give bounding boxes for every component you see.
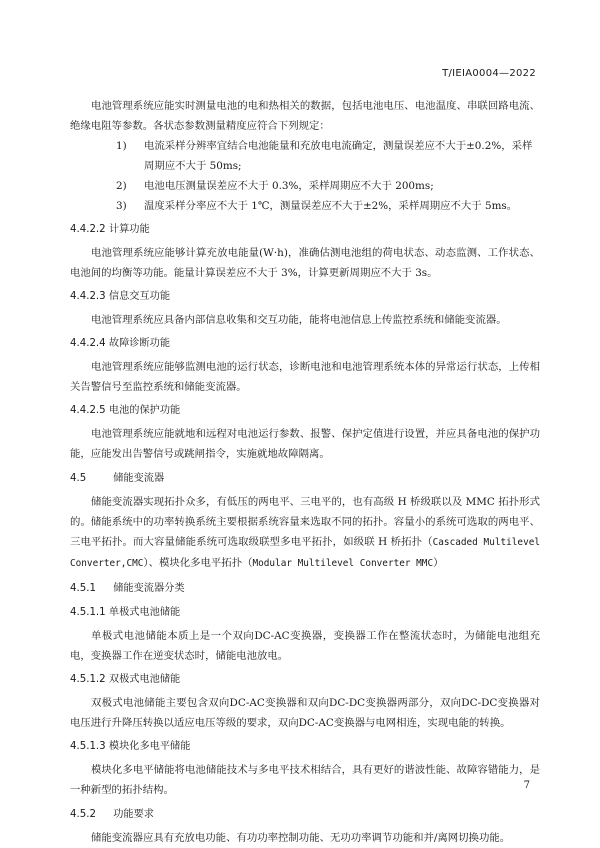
section-title: 功能要求 [113, 809, 154, 820]
section-number: 4.5.1.3 [70, 741, 106, 752]
section-heading-4-4-2-3 [70, 287, 540, 307]
section-number: 4.5.1 [70, 583, 96, 594]
page-number: 7 [523, 780, 530, 791]
paragraph-text: ）、模块化多电平拓扑（ [143, 557, 253, 569]
section-paragraph: 储能变流器应具有充放电功能、有功功率控制功能、无功功率调节功能和并/离网切换功能。 [91, 832, 511, 844]
section-number: 4.5.1.2 [70, 674, 106, 685]
section-title: 模块化多电平储能 [108, 741, 191, 752]
list-item-number: 2) [116, 180, 127, 192]
section-number: 4.5.1.1 [70, 607, 106, 618]
paragraph-text: ） [433, 557, 444, 569]
section-number: 4.4.2.2 [70, 224, 106, 235]
section-heading-4-5 [70, 469, 540, 489]
section-heading-4-4-2-2 [70, 220, 540, 240]
section-heading-4-5-1 [70, 579, 540, 599]
section-heading-4-4-2-4 [70, 334, 540, 354]
section-heading-4-5-1-3 [70, 737, 540, 757]
paragraph-term: Modular Multilevel Converter MMC [252, 558, 434, 569]
section-title: 储能变流器分类 [113, 583, 185, 594]
section-title: 电池的保护功能 [108, 405, 181, 416]
document-code: T/IEIA0004—2022 [442, 68, 536, 79]
section-heading-4-5-1-1 [70, 603, 540, 623]
section-heading-4-5-2 [70, 805, 540, 825]
section-heading-4-4-2-5 [70, 401, 540, 421]
section-paragraph: 双极式电池储能主要包含双向DC-AC变换器和双向DC-DC变换器两部分，双向DC-DC变换器对电压进行升降压转换以适应电压等级的要求，双向DC-AC变换器与电网相连，实现电能的转换。 [70, 697, 540, 729]
section-heading-4-5-1-2 [70, 670, 540, 690]
page-body [70, 96, 540, 848]
section-title: 信息交互功能 [108, 291, 171, 302]
section-paragraph: 模块化多电平储能将电池储能技术与多电平技术相结合，具有更好的谐波性能、故障容错能力，是一种新型的拓扑结构。 [70, 764, 540, 796]
list-item [70, 196, 540, 216]
list-item-text: 电流采样分辨率宜结合电池能量和充放电电流确定，测量误差应不大于±0.2%，采样周期应不大于 50ms; [144, 140, 533, 172]
section-title: 计算功能 [108, 224, 150, 235]
section-paragraph: 电池管理系统应具备内部信息收集和交互功能，能将电池信息上传监控系统和储能变流器。 [91, 314, 507, 326]
list-item-number: 3) [116, 200, 127, 212]
list-item [70, 176, 540, 196]
section-number: 4.4.2.5 [70, 405, 106, 416]
section-title: 双极式电池储能 [108, 674, 181, 685]
section-paragraph: 电池管理系统应能就地和远程对电池运行参数、报警、保护定值进行设置，并应具备电池的保护功能，应能发出告警信号或跳闸指令，实施就地故障隔离。 [70, 428, 540, 460]
section-paragraph: 单极式电池储能本质上是一个双向DC-AC变换器，变换器工作在整流状态时，为储能电池组充电，变换器工作在逆变状态时，储能电池放电。 [70, 630, 540, 662]
paragraph-term: Cascaded Multilevel Converter,CMC [70, 537, 540, 569]
section-title: 单极式电池储能 [108, 607, 181, 618]
section-paragraph [70, 492, 540, 574]
list-item [70, 136, 540, 176]
list-item-text: 电池电压测量误差应不大于 0.3%，采样周期应不大于 200ms; [144, 180, 434, 192]
section-title: 储能变流器 [113, 473, 165, 484]
section-number: 4.4.2.3 [70, 291, 106, 302]
paragraph-text: 储能变流器实现拓扑众多，有低压的两电平、三电平的，也有高级 H 桥级联以及 MMC 拓扑形式的。储能系统中的功率转换系统主要根据系统容量来选取不同的拓扑。容量小的系统可选取的两电平、三电平拓扑。而大容量储能系统可选取级联型多电平拓扑，如级联 H 桥拓扑（ [70, 496, 540, 548]
list-item-text: 温度采样分率应不大于 1℃，测量误差应不大于±2%，采样周期应不大于 5ms。 [144, 200, 518, 212]
section-title: 故障诊断功能 [108, 338, 171, 349]
list-item-number: 1) [116, 140, 127, 152]
section-paragraph: 电池管理系统应能够监测电池的运行状态，诊断电池和电池管理系统本体的异常运行状态，上传相关告警信号至监控系统和储能变流器。 [70, 361, 540, 393]
section-number: 4.4.2.4 [70, 338, 106, 349]
section-paragraph: 电池管理系统应能够计算充放电能量(W·h)，准确估测电池组的荷电状态、动态监测、工作状态、电池间的均衡等功能。能量计算误差应不大于 3%，计算更新周期应不大于 3s。 [70, 247, 540, 279]
section-number: 4.5.2 [70, 809, 96, 820]
section-number: 4.5 [70, 473, 87, 484]
intro-paragraph: 电池管理系统应能实时测量电池的电和热相关的数据，包括电池电压、电池温度、串联回路电流、绝缘电阻等参数。各状态参数测量精度应符合下列规定： [70, 100, 540, 132]
